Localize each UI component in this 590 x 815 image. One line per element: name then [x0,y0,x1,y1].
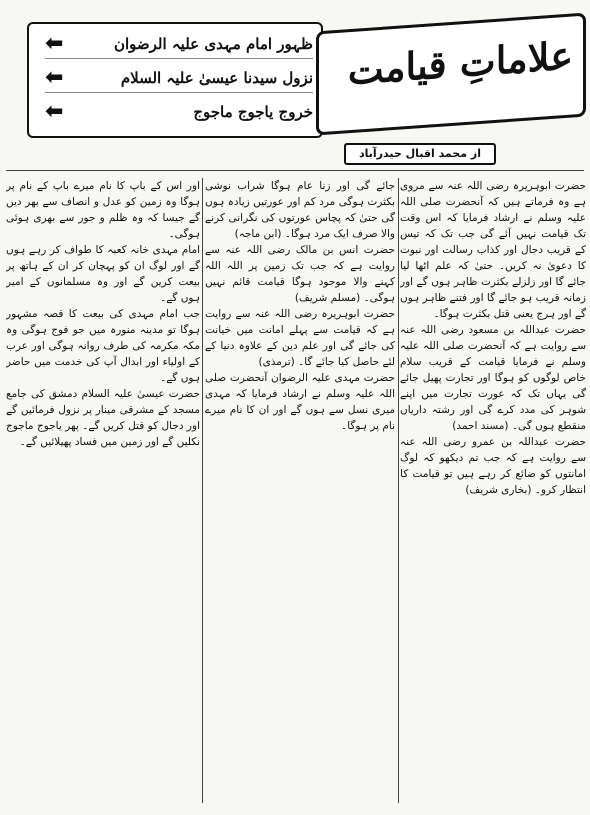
column-divider [398,178,399,803]
paragraph: حضرت انس بن مالک رضی اللہ عنہ سے روایت ہے کہ جب تک زمین پر اللہ اللہ کہنے والا موجود ہوگا قیامت قائم نہیں ہوگی۔ (مسلم شریف) [205,244,395,304]
topic-label: ظہور امام مہدی علیہ الرضوان [113,35,313,53]
topic-item [45,98,313,126]
paragraph: حضرت عیسیٰ علیہ السلام دمشق کی جامع مسجد کے مشرقی مینار پر نزول فرمائیں گے اور دجال کو قتل کریں گے۔ پھر یاجوج ماجوج نکلیں گے اور زمین میں فساد پھیلائیں گے۔ [6,388,200,448]
topic-label: خروج یاجوج ماجوج [193,103,313,121]
paragraph: حضرت ابوہریرہ رضی اللہ عنہ سے مروی ہے وہ فرماتے ہیں کہ آنحضرت صلی اللہ علیہ وسلم نے ارشاد فرمایا کہ اس وقت تک قیامت نہیں آئے گی جب تک کہ تیس کے قریب دجال اور کذاب رسالت اور نبوت کا دعویٰ نہ کریں۔ حتیٰ کہ علم اٹھا لیا جائے گا اور زلزلے بکثرت ظاہر ہوں گے اور زمانہ قریب ہو جائے گا اور فتنے ظاہر ہوں گے اور ہرج یعنی قتل بکثرت ہوگا۔ [400,180,586,320]
paragraph: حضرت ابوہریرہ رضی اللہ عنہ سے روایت ہے کہ قیامت سے پہلے امانت میں خیانت کی جائے گی اور علم دین کے علاوہ دنیا کے لئے حاصل کیا جائے گا۔ (ترمذی) [205,308,395,368]
paragraph: حضرت عبداللہ بن عمرو رضی اللہ عنہ سے روایت ہے کہ جب تم دیکھو کہ لوگ امانتوں کو ضائع کر رہے ہیں تو قیامت کا انتظار کرو۔ (بخاری شریف) [400,436,586,496]
topic-item [45,30,313,59]
paragraph: جب امام مہدی کی بیعت کا قصہ مشہور ہوگا تو مدینہ منورہ میں جو فوج ہوگی وہ مکہ مکرمہ کی طرف روانہ ہوگی اور عرب کے اولیاء اور ابدال آپ کی خدمت میں حاضر ہوں گے۔ [6,308,200,384]
byline: از محمد اقبال حیدرآباد [344,143,496,165]
paragraph: اور اس کے باپ کا نام میرے باپ کے نام پر ہوگا وہ زمین کو عدل و انصاف سے بھر دیں گے جیسا کہ وہ ظلم و جور سے بھری ہوئی ہوگی۔ [6,180,200,240]
header-rule [6,170,584,171]
arrow-left-icon: ⬅ [45,99,64,124]
paragraph: حضرت مہدی علیہ الرضوان آنحضرت صلی اللہ علیہ وسلم نے ارشاد فرمایا کہ مہدی میری نسل سے ہوں گے اور ان کا نام میرے نام پر ہوگا۔ [205,372,395,432]
arrow-left-icon: ⬅ [45,65,64,90]
column-middle [205,178,395,803]
paragraph: جائے گی اور زنا عام ہوگا شراب نوشی بکثرت ہوگی مرد کم اور عورتیں زیادہ ہوں گی حتیٰ کہ پچاس عورتوں کی نگرانی کرنے والا صرف ایک مرد ہوگا۔ (ابن ماجہ) [205,180,395,240]
topic-label: نزول سیدنا عیسیٰ علیہ السلام [120,69,313,87]
column-right [400,178,586,803]
column-divider [202,178,203,803]
column-left [6,178,200,803]
title-banner [316,13,586,136]
paragraph: امام مہدی خانہ کعبہ کا طواف کر رہے ہوں گے اور لوگ ان کو پہچان کر ان کے ہاتھ پر بیعت کریں گے اور وہ مسلمانوں کے امیر ہوں گے۔ [6,244,200,304]
arrow-left-icon: ⬅ [45,31,64,56]
page-title: علاماتِ قیامت [347,32,573,94]
topics-panel [27,22,323,138]
paragraph: حضرت عبداللہ بن مسعود رضی اللہ عنہ سے روایت ہے کہ آنحضرت صلی اللہ علیہ وسلم نے فرمایا قیامت کے قریب سلام خاص لوگوں کو ہوگا اور تجارت پھیل جائے گی یہاں تک کہ عورت تجارت میں اپنے شوہر کی مدد کرے گی اور رشتہ داریاں منقطع ہوں گی۔ (مسند احمد) [400,324,586,432]
topic-item [45,64,313,93]
